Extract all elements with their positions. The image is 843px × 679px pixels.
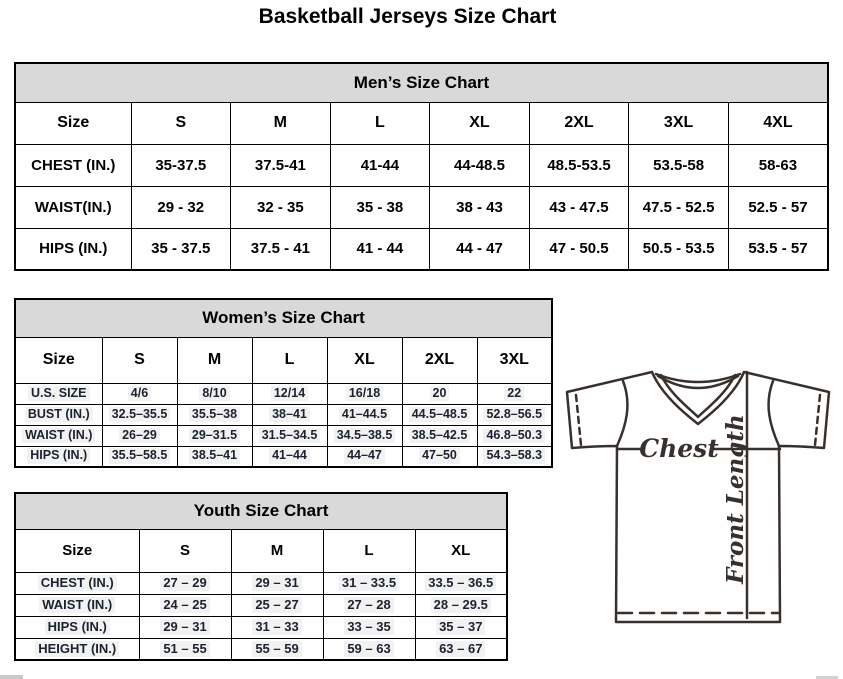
table-row [15, 616, 507, 638]
column-header: L [330, 102, 430, 144]
size-value-cell: 4/6 [102, 383, 177, 404]
front-length-label: Front Length [722, 414, 749, 584]
column-header: S [139, 529, 231, 572]
column-header: XL [415, 529, 507, 572]
size-value-cell: 46.8–50.3 [477, 425, 552, 446]
size-value-cell: 50.5 - 53.5 [629, 228, 729, 270]
size-value-cell: 41–44 [252, 446, 327, 467]
size-value-cell: 55 – 59 [231, 638, 323, 660]
row-label: HEIGHT (IN.) [15, 638, 139, 660]
size-value-cell: 48.5-53.5 [529, 144, 629, 186]
size-value-cell: 27 – 28 [323, 594, 415, 616]
column-header: S [102, 337, 177, 383]
size-value-cell: 20 [402, 383, 477, 404]
size-value-cell: 47–50 [402, 446, 477, 467]
womens-size-table [14, 298, 553, 468]
size-value-cell: 54.3–58.3 [477, 446, 552, 467]
column-header: 2XL [529, 102, 629, 144]
size-value-cell: 52.5 - 57 [728, 186, 828, 228]
size-value-cell: 27 – 29 [139, 572, 231, 594]
size-value-cell: 26–29 [102, 425, 177, 446]
size-value-cell: 32 - 35 [231, 186, 331, 228]
size-value-cell: 44.5–48.5 [402, 404, 477, 425]
table-row [15, 228, 828, 270]
page-title: Basketball Jerseys Size Chart [258, 5, 557, 28]
size-value-cell: 29 – 31 [231, 572, 323, 594]
column-header: XL [327, 337, 402, 383]
left-armhole-seam [617, 381, 627, 446]
row-label: WAIST(IN.) [15, 186, 131, 228]
table-row [15, 383, 552, 404]
size-value-cell: 47.5 - 52.5 [629, 186, 729, 228]
table-row [15, 594, 507, 616]
size-value-cell: 35 - 38 [330, 186, 430, 228]
mens-chart [14, 62, 829, 271]
size-value-cell: 24 – 25 [139, 594, 231, 616]
row-label: CHEST (IN.) [15, 144, 131, 186]
size-value-cell: 22 [477, 383, 552, 404]
size-value-cell: 29 – 31 [139, 616, 231, 638]
size-value-cell: 35 - 37.5 [131, 228, 231, 270]
row-label: WAIST (IN.) [15, 425, 102, 446]
table-title: Youth Size Chart [15, 493, 507, 529]
size-value-cell: 29 - 32 [131, 186, 231, 228]
table-row [15, 186, 828, 228]
jersey-outline [567, 372, 829, 622]
table-row [15, 144, 828, 186]
column-header: Size [15, 102, 131, 144]
size-value-cell: 28 – 29.5 [415, 594, 507, 616]
column-header: XL [430, 102, 530, 144]
table-title: Women’s Size Chart [15, 299, 552, 337]
size-value-cell: 41–44.5 [327, 404, 402, 425]
size-value-cell: 31.5–34.5 [252, 425, 327, 446]
size-value-cell: 47 - 50.5 [529, 228, 629, 270]
youth-size-table [14, 492, 508, 661]
size-value-cell: 35.5–38 [177, 404, 252, 425]
column-header: M [231, 529, 323, 572]
column-header: L [323, 529, 415, 572]
size-value-cell: 44 - 47 [430, 228, 530, 270]
column-header: 3XL [477, 337, 552, 383]
size-value-cell: 37.5-41 [231, 144, 331, 186]
left-sleeve-stitch-line [576, 395, 581, 445]
column-header: M [177, 337, 252, 383]
size-value-cell: 41-44 [330, 144, 430, 186]
right-armhole-seam [769, 381, 779, 446]
size-value-cell: 44-48.5 [430, 144, 530, 186]
size-value-cell: 34.5–38.5 [327, 425, 402, 446]
size-value-cell: 32.5–35.5 [102, 404, 177, 425]
womens-chart [14, 298, 553, 468]
column-header: Size [15, 337, 102, 383]
size-value-cell: 35-37.5 [131, 144, 231, 186]
table-row [15, 425, 552, 446]
size-value-cell: 38.5–41 [177, 446, 252, 467]
row-label: BUST (IN.) [15, 404, 102, 425]
size-value-cell: 8/10 [177, 383, 252, 404]
size-value-cell: 33 – 35 [323, 616, 415, 638]
row-label: U.S. SIZE [15, 383, 102, 404]
column-header: L [252, 337, 327, 383]
size-value-cell: 33.5 – 36.5 [415, 572, 507, 594]
table-row [15, 638, 507, 660]
chest-label: Chest [639, 434, 719, 463]
size-value-cell: 31 – 33 [231, 616, 323, 638]
size-value-cell: 16/18 [327, 383, 402, 404]
size-value-cell: 35 – 37 [415, 616, 507, 638]
size-value-cell: 43 - 47.5 [529, 186, 629, 228]
column-header: M [231, 102, 331, 144]
size-value-cell: 59 – 63 [323, 638, 415, 660]
mens-size-table [14, 62, 829, 271]
row-label: WAIST (IN.) [15, 594, 139, 616]
row-label: HIPS (IN.) [15, 446, 102, 467]
column-header: 3XL [629, 102, 729, 144]
size-value-cell: 38.5–42.5 [402, 425, 477, 446]
bottom-left-partial-element [0, 675, 23, 679]
right-sleeve-stitch-line [815, 395, 820, 445]
size-value-cell: 29–31.5 [177, 425, 252, 446]
row-label: HIPS (IN.) [15, 228, 131, 270]
size-value-cell: 35.5–58.5 [102, 446, 177, 467]
youth-chart [14, 492, 508, 661]
table-row [15, 446, 552, 467]
size-value-cell: 58-63 [728, 144, 828, 186]
size-value-cell: 44–47 [327, 446, 402, 467]
size-value-cell: 25 – 27 [231, 594, 323, 616]
table-title: Men’s Size Chart [15, 63, 828, 102]
size-value-cell: 38–41 [252, 404, 327, 425]
size-value-cell: 53.5 - 57 [728, 228, 828, 270]
size-value-cell: 52.8–56.5 [477, 404, 552, 425]
size-value-cell: 37.5 - 41 [231, 228, 331, 270]
row-label: HIPS (IN.) [15, 616, 139, 638]
size-value-cell: 53.5-58 [629, 144, 729, 186]
size-value-cell: 31 – 33.5 [323, 572, 415, 594]
size-value-cell: 41 - 44 [330, 228, 430, 270]
size-value-cell: 51 – 55 [139, 638, 231, 660]
size-value-cell: 38 - 43 [430, 186, 530, 228]
size-value-cell: 63 – 67 [415, 638, 507, 660]
table-row [15, 404, 552, 425]
column-header: 2XL [402, 337, 477, 383]
table-row [15, 572, 507, 594]
jersey-measurement-diagram [560, 366, 842, 626]
column-header: 4XL [728, 102, 828, 144]
column-header: Size [15, 529, 139, 572]
size-value-cell: 12/14 [252, 383, 327, 404]
column-header: S [131, 102, 231, 144]
row-label: CHEST (IN.) [15, 572, 139, 594]
